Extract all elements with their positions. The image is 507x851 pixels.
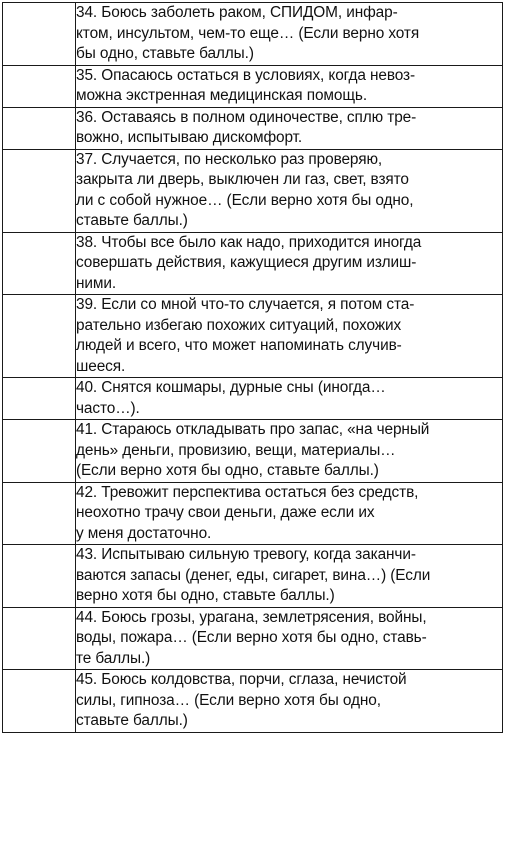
question-line: шееся. <box>76 357 126 375</box>
score-cell-38[interactable] <box>3 232 76 295</box>
question-row-36 <box>3 107 503 149</box>
question-line: 44. Боюсь грозы, урагана, землетрясения, войны, <box>76 608 427 626</box>
question-line: 36. Оставаясь в полном одиночестве, сплю тре- <box>76 108 417 126</box>
question-line: ктом, инсультом, чем-то еще… (Если верно хотя <box>76 24 420 42</box>
question-text-34 <box>76 3 503 66</box>
question-row-39 <box>3 295 503 378</box>
question-line: рательно избегаю похожих ситуаций, похожих <box>76 316 402 334</box>
question-line: силы, гипноза… (Если верно хотя бы одно, <box>76 691 381 709</box>
question-text-44 <box>76 607 503 670</box>
question-text-35 <box>76 65 503 107</box>
question-line: 37. Случается, по несколько раз проверяю, <box>76 150 383 168</box>
question-line: ставьте баллы.) <box>76 712 188 729</box>
question-line: совершать действия, кажущиеся другим излиш- <box>76 254 417 271</box>
question-line: верно хотя бы одно, ставьте баллы.) <box>76 587 335 604</box>
question-line: вожно, испытываю дискомфорт. <box>76 129 303 146</box>
question-row-38 <box>3 232 503 295</box>
question-line: ставьте баллы.) <box>76 212 188 229</box>
question-line: воды, пожара… (Если верно хотя бы одно, ставь- <box>76 629 427 646</box>
question-line: день» деньги, провизию, вещи, материалы… <box>76 441 396 459</box>
question-line: ваются запасы (денег, еды, сигарет, вина…) (Если <box>76 566 431 584</box>
question-row-45 <box>3 670 503 733</box>
question-text-39 <box>76 295 503 378</box>
question-line: 42. Тревожит перспектива остаться без средств, <box>76 483 419 501</box>
score-cell-36[interactable] <box>3 107 76 149</box>
question-row-34 <box>3 3 503 66</box>
question-line: 40. Снятся кошмары, дурные сны (иногда… <box>76 379 386 396</box>
score-cell-44[interactable] <box>3 607 76 670</box>
question-line: можна экстренная медицинская помощь. <box>76 87 368 104</box>
question-line: 41. Стараюсь откладывать про запас, «на черный <box>76 421 430 438</box>
question-line: 34. Боюсь заболеть раком, СПИДОМ, инфар- <box>76 4 398 21</box>
score-cell-43[interactable] <box>3 545 76 608</box>
score-cell-39[interactable] <box>3 295 76 378</box>
score-cell-45[interactable] <box>3 670 76 733</box>
questionnaire-rows <box>3 3 503 733</box>
question-line: 39. Если со мной что-то случается, я потом ста- <box>76 296 415 313</box>
score-cell-37[interactable] <box>3 149 76 232</box>
score-cell-35[interactable] <box>3 65 76 107</box>
question-line: неохотно трачу свои деньги, даже если их <box>76 504 375 521</box>
question-line: у меня достаточно. <box>76 524 212 542</box>
question-line: закрыта ли дверь, выключен ли газ, свет, взято <box>76 171 409 188</box>
question-line: часто…). <box>76 399 140 417</box>
question-line: бы одно, ставьте баллы.) <box>76 45 254 62</box>
question-line: 38. Чтобы все было как надо, приходится иногда <box>76 233 422 251</box>
question-line: 43. Испытываю сильную тревогу, когда заканчи- <box>76 546 416 563</box>
question-row-35 <box>3 65 503 107</box>
question-text-36 <box>76 107 503 149</box>
question-text-45 <box>76 670 503 733</box>
question-line: ними. <box>76 274 117 292</box>
question-line: ли с собой нужное… (Если верно хотя бы одно, <box>76 191 414 209</box>
question-text-41 <box>76 420 503 483</box>
question-row-44 <box>3 607 503 670</box>
score-cell-41[interactable] <box>3 420 76 483</box>
question-row-41 <box>3 420 503 483</box>
score-cell-40[interactable] <box>3 378 76 420</box>
score-cell-34[interactable] <box>3 3 76 66</box>
question-text-37 <box>76 149 503 232</box>
question-line: (Если верно хотя бы одно, ставьте баллы.) <box>76 462 379 479</box>
question-line: 45. Боюсь колдовства, порчи, сглаза, нечистой <box>76 671 407 688</box>
question-row-40 <box>3 378 503 420</box>
question-line: те баллы.) <box>76 649 151 667</box>
question-text-42 <box>76 482 503 545</box>
question-text-40 <box>76 378 503 420</box>
question-text-38 <box>76 232 503 295</box>
question-line: 35. Опасаюсь остаться в условиях, когда невоз- <box>76 66 416 84</box>
question-row-42 <box>3 482 503 545</box>
question-line: людей и всего, что может напоминать случив- <box>76 337 402 354</box>
question-text-43 <box>76 545 503 608</box>
questionnaire-table <box>2 2 503 733</box>
question-row-37 <box>3 149 503 232</box>
question-row-43 <box>3 545 503 608</box>
score-cell-42[interactable] <box>3 482 76 545</box>
